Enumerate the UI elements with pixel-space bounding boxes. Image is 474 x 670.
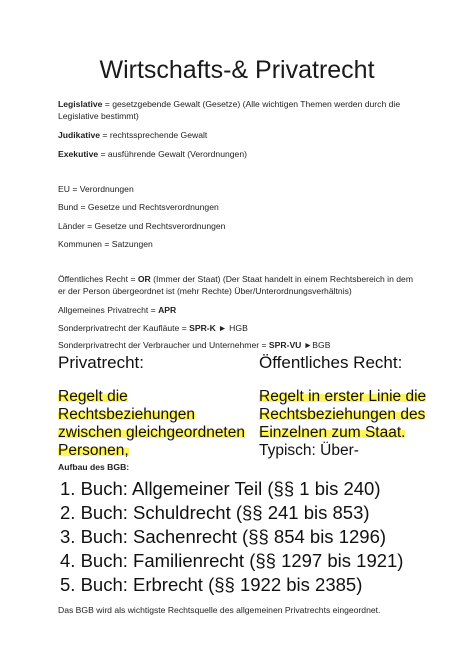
sonderprivatrecht-kaufleute bbox=[58, 322, 248, 334]
oeffentlich-text: (Immer der Staat) (Der Staat handelt in einem Rechtsbereich in dem er der Person übergeordnet ist (mehr Rechte) Über/Unterordnungsverhältnis) bbox=[58, 274, 413, 296]
privatrecht-line: Regelt die bbox=[58, 388, 128, 405]
level-bund: Bund = Gesetze und Rechtsverordnungen bbox=[58, 202, 219, 212]
oeffentlich-prefix: Öffentliches Recht = bbox=[58, 274, 138, 284]
kaufleute-abbr: SPR-K bbox=[189, 323, 216, 333]
kaufleute-law: HGB bbox=[229, 323, 248, 333]
oeffentlich-abbr: OR bbox=[137, 274, 151, 284]
oeffentlich-line: Einzelnen zum Staat. bbox=[259, 424, 406, 441]
allgemeines-privatrecht bbox=[58, 304, 176, 316]
verbraucher-law: BGB bbox=[312, 340, 331, 350]
oeffentliches-recht-heading: Öffentliches Recht: bbox=[259, 353, 403, 372]
footer-note: Das BGB wird als wichtigste Rechtsquelle des allgemeinen Privatrechts eingeordnet. bbox=[58, 605, 381, 615]
oeffentlich-line: Regelt in erster Linie die bbox=[259, 388, 427, 405]
kaufleute-prefix: Sonderprivatrecht der Kaufläute = bbox=[58, 323, 190, 333]
oeffentlich-line: Rechtsbeziehungen des bbox=[259, 406, 426, 423]
definition-text: = rechtssprechende Gewalt bbox=[100, 130, 208, 140]
bgb-book-4: 4. Buch: Familienrecht (§§ 1297 bis 1921) bbox=[60, 550, 404, 571]
definition-term: Legislative bbox=[58, 99, 103, 109]
bgb-book-1: 1. Buch: Allgemeiner Teil (§§ 1 bis 240) bbox=[60, 478, 381, 499]
privatrecht-line: Rechtsbeziehungen bbox=[58, 406, 196, 423]
arrow-icon: ► bbox=[301, 340, 313, 350]
privatrecht-line: zwischen gleichgeordneten bbox=[58, 424, 245, 441]
definition-text: = ausführende Gewalt (Verordnungen) bbox=[98, 149, 247, 159]
level-eu: EU = Verordnungen bbox=[58, 184, 134, 194]
arrow-icon: ► bbox=[215, 323, 230, 333]
allgemein-prefix: Allgemeines Privatrecht = bbox=[58, 305, 159, 315]
bgb-heading: Aufbau des BGB: bbox=[58, 462, 130, 472]
definition-term: Exekutive bbox=[58, 149, 99, 159]
bgb-book-3: 3. Buch: Sachenrecht (§§ 854 bis 1296) bbox=[60, 526, 387, 547]
level-laender: Länder = Gesetze und Rechtsverordnungen bbox=[58, 221, 226, 231]
verbraucher-prefix: Sonderprivatrecht der Verbraucher und Unternehmer = bbox=[58, 340, 269, 350]
oeffentliches-recht-definition bbox=[58, 273, 420, 297]
document-title: Wirtschafts-& Privatrecht bbox=[99, 56, 375, 84]
definition-legislative bbox=[58, 98, 418, 122]
privatrecht-line: Personen, bbox=[58, 442, 129, 459]
definition-judikative bbox=[58, 129, 207, 141]
bgb-book-5: 5. Buch: Erbrecht (§§ 1922 bis 2385) bbox=[60, 574, 363, 595]
oeffentliches-recht-description bbox=[259, 388, 426, 460]
privatrecht-heading: Privatrecht: bbox=[58, 353, 144, 372]
verbraucher-abbr: SPR-VU bbox=[268, 340, 302, 350]
privatrecht-description bbox=[58, 388, 245, 460]
level-kommunen: Kommunen = Satzungen bbox=[58, 239, 153, 249]
oeffentlich-extra: Typisch: Über- bbox=[259, 442, 359, 459]
definition-text: = gesetzgebende Gewalt (Gesetze) (Alle wichtigen Themen werden durch die Legislative bestimmt) bbox=[58, 99, 401, 121]
definition-term: Judikative bbox=[58, 130, 101, 140]
allgemein-abbr: APR bbox=[158, 305, 177, 315]
bgb-book-2: 2. Buch: Schuldrecht (§§ 241 bis 853) bbox=[60, 502, 370, 523]
definition-exekutive bbox=[58, 148, 247, 160]
sonderprivatrecht-verbraucher bbox=[58, 339, 330, 351]
